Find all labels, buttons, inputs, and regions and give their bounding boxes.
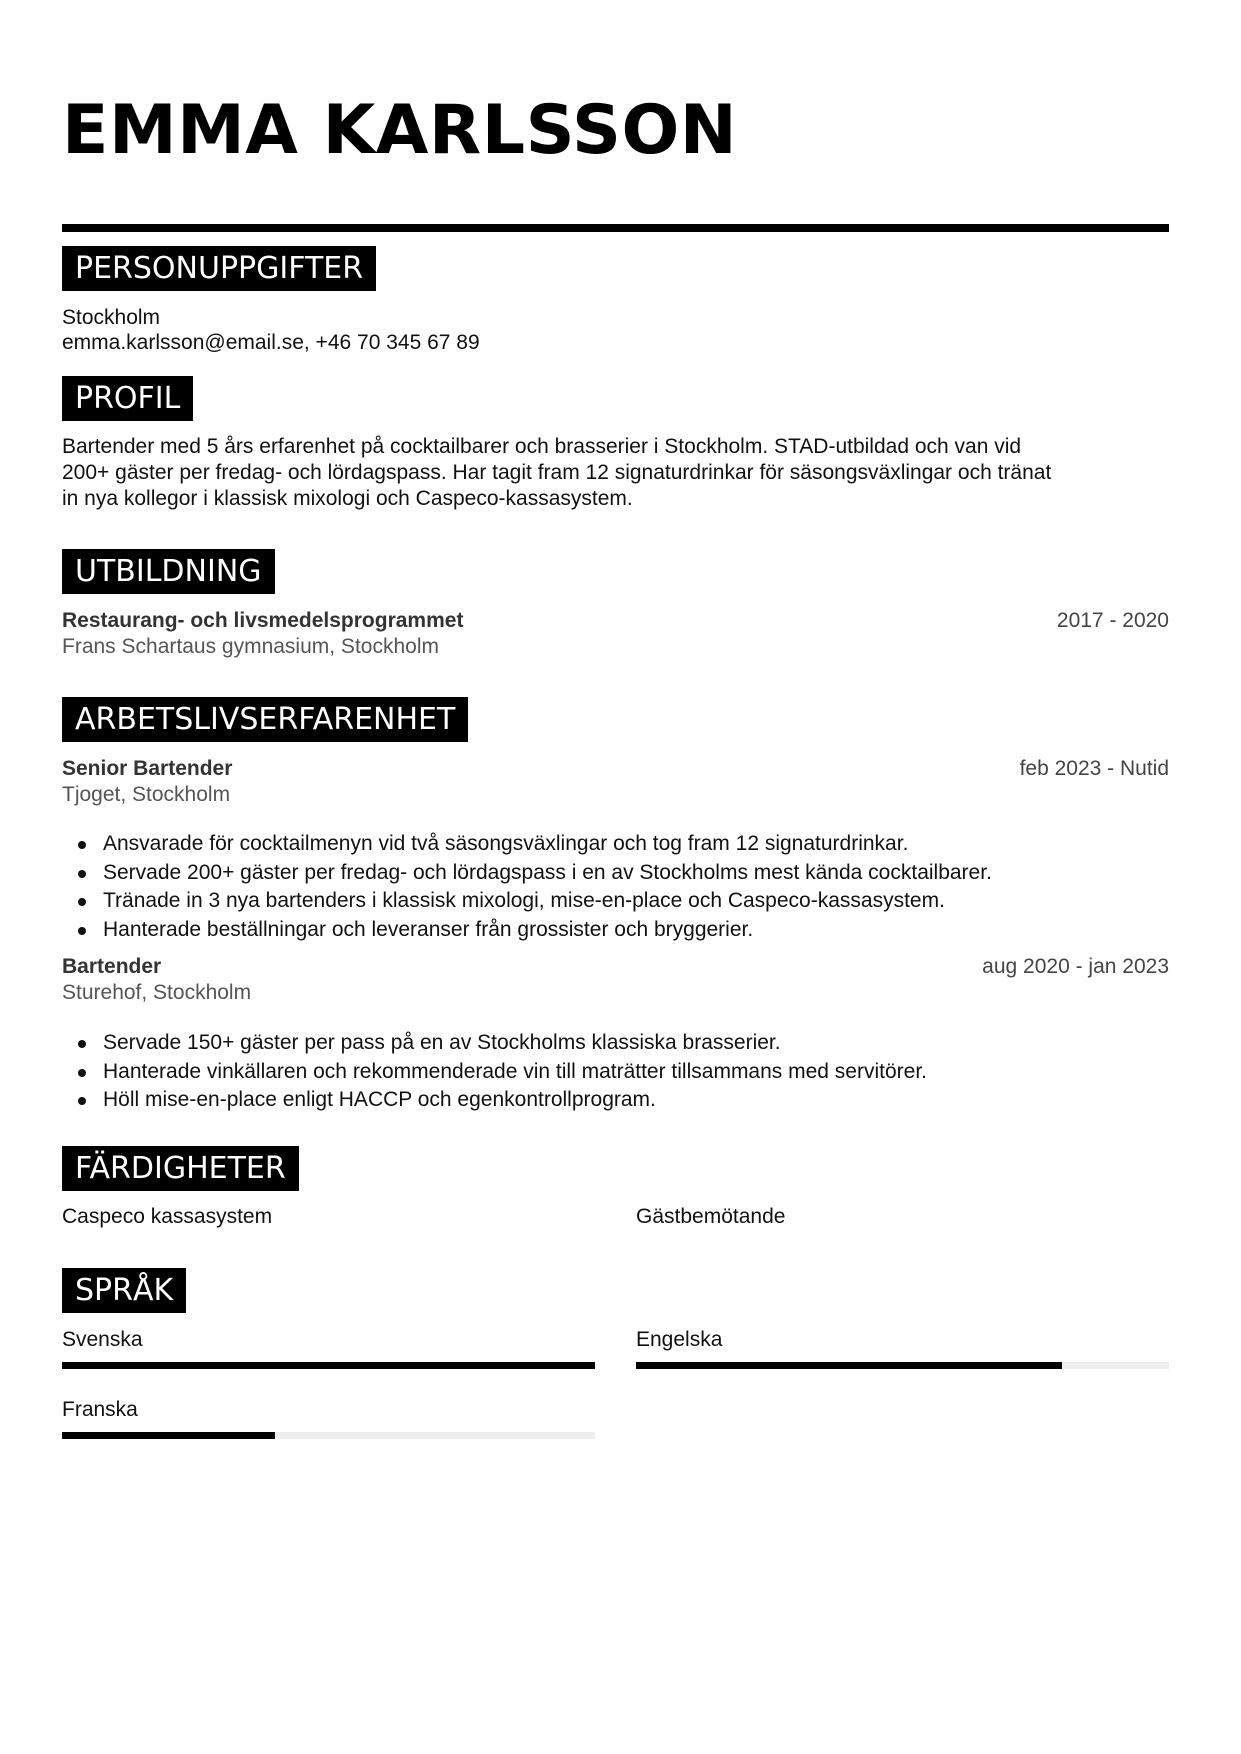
language-name: Franska	[62, 1398, 138, 1421]
list-item	[62, 1029, 1169, 1058]
job-employer: Sturehof, Stockholm	[62, 981, 252, 1004]
section-heading-languages: SPRÅK	[62, 1268, 186, 1313]
language-name: Svenska	[62, 1328, 143, 1351]
profile-line: in nya kollegor i klassisk mixologi och Caspeco-kassasystem.	[62, 487, 633, 510]
job-employer: Tjoget, Stockholm	[62, 783, 231, 806]
bullet-text: Hanterade beställningar och leveranser från grossister och bryggerier.	[103, 917, 754, 941]
language-level-bar	[636, 1362, 1169, 1369]
bullet-text: Höll mise-en-place enligt HACCP och egenkontrollprogram.	[103, 1088, 656, 1111]
job-title: Bartender	[62, 955, 162, 978]
bullet-dot-icon	[78, 898, 86, 906]
personal-city: Stockholm	[62, 306, 161, 329]
section-heading-education: UTBILDNING	[62, 549, 275, 594]
list-item	[62, 830, 1169, 859]
bullet-text: Hanterade vinkällaren och rekommenderade vin till maträtter tillsammans med servitörer.	[103, 1059, 928, 1083]
list-item	[62, 916, 1169, 945]
section-heading-profile: PROFIL	[62, 376, 193, 421]
bullet-dot-icon	[78, 841, 86, 849]
job-dates: aug 2020 - jan 2023	[982, 955, 1169, 978]
section-heading-experience: ARBETSLIVSERFARENHET	[62, 697, 468, 742]
job-dates: feb 2023 - Nutid	[1019, 757, 1169, 780]
bullet-dot-icon	[78, 1069, 86, 1077]
job-bullet-list	[62, 1029, 1169, 1115]
job-bullet-list	[62, 830, 1169, 944]
language-level-fill	[636, 1362, 1062, 1369]
bullet-dot-icon	[78, 927, 86, 935]
header-divider	[62, 224, 1169, 232]
profile-line: Bartender med 5 års erfarenhet på cocktailbarer och brasserier i Stockholm. STAD-utbildad och van vid	[62, 435, 1022, 458]
personal-contact: emma.karlsson@email.se, +46 70 345 67 89	[62, 331, 480, 354]
section-heading-skills: FÄRDIGHETER	[62, 1146, 299, 1191]
language-name: Engelska	[636, 1328, 723, 1351]
bullet-dot-icon	[78, 1097, 86, 1105]
language-level-bar	[62, 1432, 595, 1439]
profile-line: 200+ gäster per fredag- och lördagspass. Har tagit fram 12 signaturdrinkar för säsongsväxlingar och tränat	[62, 461, 1052, 484]
list-item	[62, 1058, 1169, 1087]
candidate-name: EMMA KARLSSON	[62, 91, 738, 170]
list-item	[62, 887, 1169, 916]
job-title: Senior Bartender	[62, 757, 233, 780]
education-dates: 2017 - 2020	[1056, 609, 1169, 632]
bullet-text: Servade 150+ gäster per pass på en av Stockholms klassiska brasserier.	[103, 1031, 781, 1054]
list-item	[62, 1086, 1169, 1115]
language-level-fill	[62, 1432, 275, 1439]
bullet-text: Servade 200+ gäster per fredag- och lördagspass i en av Stockholms mest kända cocktailbarer.	[103, 860, 992, 884]
list-item	[62, 859, 1169, 888]
language-level-fill	[62, 1362, 595, 1369]
bullet-text: Tränade in 3 nya bartenders i klassisk mixologi, mise-en-place och Caspeco-kassasystem.	[103, 889, 945, 912]
bullet-dot-icon	[78, 870, 86, 878]
education-program: Restaurang- och livsmedelsprogrammet	[62, 609, 464, 632]
skill-item: Gästbemötande	[636, 1205, 786, 1228]
language-level-bar	[62, 1362, 595, 1369]
skill-item: Caspeco kassasystem	[62, 1205, 273, 1228]
education-institution: Frans Schartaus gymnasium, Stockholm	[62, 635, 439, 658]
bullet-text: Ansvarade för cocktailmenyn vid två säsongsväxlingar och tog fram 12 signaturdrinkar.	[103, 832, 909, 855]
section-heading-personal: PERSONUPPGIFTER	[62, 246, 376, 291]
bullet-dot-icon	[78, 1040, 86, 1048]
